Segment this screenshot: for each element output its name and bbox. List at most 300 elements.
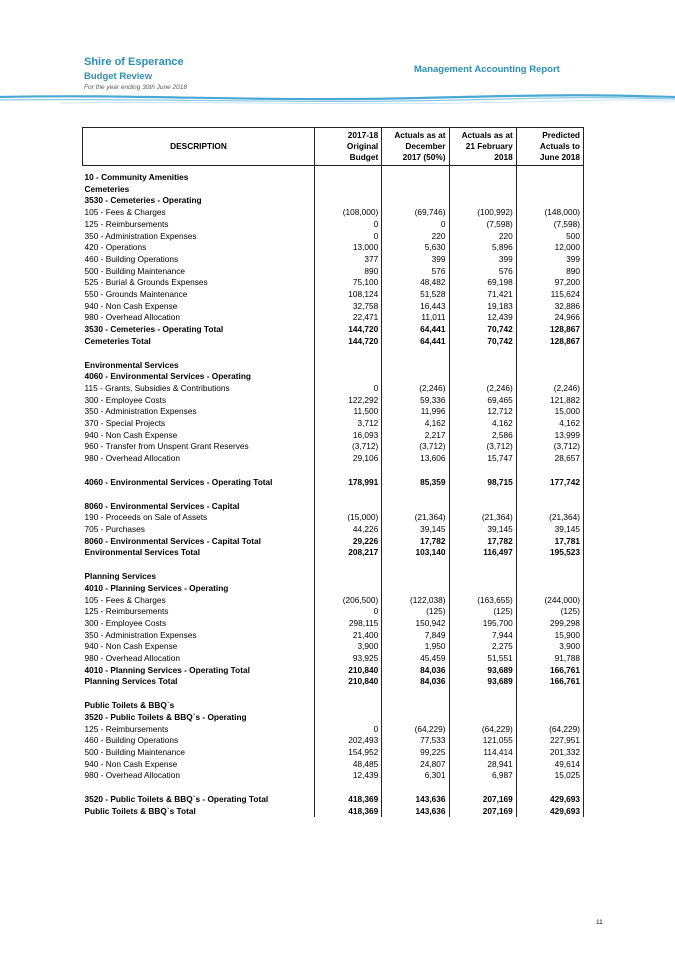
row-value bbox=[516, 465, 583, 477]
column-header-line: Original bbox=[346, 141, 379, 151]
row-value: (100,992) bbox=[449, 207, 516, 219]
row-description: Environmental Services Total bbox=[83, 547, 315, 559]
row-value: (64,229) bbox=[449, 724, 516, 736]
row-value: 15,025 bbox=[516, 770, 583, 782]
row-value bbox=[382, 489, 449, 501]
row-description: 350 - Administration Expenses bbox=[83, 406, 315, 418]
row-value: 429,693 bbox=[516, 794, 583, 806]
row-value: 210,840 bbox=[315, 676, 382, 688]
row-value: 12,712 bbox=[449, 406, 516, 418]
row-value bbox=[382, 360, 449, 372]
row-value bbox=[315, 571, 382, 583]
row-value: (21,364) bbox=[449, 512, 516, 524]
row-value: 418,369 bbox=[315, 806, 382, 818]
row-value: (206,500) bbox=[315, 595, 382, 607]
row-value bbox=[382, 700, 449, 712]
row-value bbox=[315, 371, 382, 383]
row-value: 207,169 bbox=[449, 806, 516, 818]
row-value: 84,036 bbox=[382, 665, 449, 677]
row-value: 7,944 bbox=[449, 630, 516, 642]
row-value: 24,807 bbox=[382, 759, 449, 771]
row-value: 195,700 bbox=[449, 618, 516, 630]
row-value: (7,598) bbox=[516, 219, 583, 231]
row-value: 150,942 bbox=[382, 618, 449, 630]
row-description: Cemeteries Total bbox=[83, 336, 315, 348]
row-description: 125 - Reimbursements bbox=[83, 724, 315, 736]
table-row-spacer bbox=[83, 465, 584, 477]
row-value: 576 bbox=[449, 266, 516, 278]
row-description: 105 - Fees & Charges bbox=[83, 207, 315, 219]
row-value bbox=[315, 172, 382, 184]
table-row-spacer bbox=[83, 559, 584, 571]
table-row bbox=[83, 418, 584, 430]
table-row-spacer bbox=[83, 489, 584, 501]
page-number: 11 bbox=[596, 919, 603, 926]
row-description: 940 - Non Cash Expense bbox=[83, 301, 315, 313]
row-value: 2,586 bbox=[449, 430, 516, 442]
row-description: 350 - Administration Expenses bbox=[83, 630, 315, 642]
row-value bbox=[449, 360, 516, 372]
row-description: 3530 - Cemeteries - Operating bbox=[83, 195, 315, 207]
budget-table bbox=[82, 127, 584, 817]
row-value bbox=[449, 348, 516, 360]
column-header-line: Actuals as at bbox=[461, 130, 513, 140]
row-value: 15,900 bbox=[516, 630, 583, 642]
row-value: 17,782 bbox=[382, 536, 449, 548]
row-value: 3,712 bbox=[315, 418, 382, 430]
column-header-line: 2017-18 bbox=[347, 130, 379, 140]
row-description: Cemeteries bbox=[83, 184, 315, 196]
row-value: 29,106 bbox=[315, 453, 382, 465]
row-value: 108,124 bbox=[315, 289, 382, 301]
row-value: 11,500 bbox=[315, 406, 382, 418]
row-value: 28,941 bbox=[449, 759, 516, 771]
table-row-heading bbox=[83, 371, 584, 383]
row-value: 227,951 bbox=[516, 735, 583, 747]
row-value: 201,332 bbox=[516, 747, 583, 759]
column-header-line: Budget bbox=[349, 152, 379, 162]
row-value: 399 bbox=[516, 254, 583, 266]
table-row bbox=[83, 277, 584, 289]
row-value: 29,226 bbox=[315, 536, 382, 548]
row-value: 220 bbox=[449, 231, 516, 243]
row-value: 51,528 bbox=[382, 289, 449, 301]
row-value bbox=[516, 172, 583, 184]
row-value bbox=[449, 172, 516, 184]
row-description: 300 - Employee Costs bbox=[83, 618, 315, 630]
row-value bbox=[516, 782, 583, 794]
row-description bbox=[83, 489, 315, 501]
row-value: (122,038) bbox=[382, 595, 449, 607]
table-row-spacer bbox=[83, 688, 584, 700]
row-description: 980 - Overhead Allocation bbox=[83, 453, 315, 465]
row-value: (64,229) bbox=[516, 724, 583, 736]
row-value: 12,439 bbox=[449, 312, 516, 324]
table-row bbox=[83, 606, 584, 618]
row-value bbox=[315, 184, 382, 196]
row-value: 69,465 bbox=[449, 395, 516, 407]
row-description: 4060 - Environmental Services - Operating bbox=[83, 371, 315, 383]
row-value: 97,200 bbox=[516, 277, 583, 289]
row-value bbox=[382, 172, 449, 184]
table-row-heading bbox=[83, 536, 584, 548]
row-value: 115,624 bbox=[516, 289, 583, 301]
row-value bbox=[449, 700, 516, 712]
row-value bbox=[516, 571, 583, 583]
row-value: 22,471 bbox=[315, 312, 382, 324]
row-value: 17,782 bbox=[449, 536, 516, 548]
table-row-heading bbox=[83, 336, 584, 348]
row-description: 115 - Grants, Subsidies & Contributions bbox=[83, 383, 315, 395]
row-value: 103,140 bbox=[382, 547, 449, 559]
row-value bbox=[382, 782, 449, 794]
row-description bbox=[83, 559, 315, 571]
row-value: 121,882 bbox=[516, 395, 583, 407]
table-row bbox=[83, 653, 584, 665]
table-row-heading bbox=[83, 712, 584, 724]
row-value bbox=[449, 712, 516, 724]
table-row-heading bbox=[83, 477, 584, 489]
row-value: 114,414 bbox=[449, 747, 516, 759]
organisation-name: Shire of Esperance bbox=[84, 56, 184, 68]
column-header-line: 2017 (50%) bbox=[402, 152, 446, 162]
row-value: 0 bbox=[315, 606, 382, 618]
table-row bbox=[83, 618, 584, 630]
table-row-heading bbox=[83, 184, 584, 196]
row-value: 195,523 bbox=[516, 547, 583, 559]
table-row-heading bbox=[83, 700, 584, 712]
row-value: 6,301 bbox=[382, 770, 449, 782]
row-value: 299,298 bbox=[516, 618, 583, 630]
row-description: 10 - Community Amenities bbox=[83, 172, 315, 184]
row-value bbox=[449, 195, 516, 207]
row-description: 3520 - Public Toilets & BBQ`s - Operating bbox=[83, 712, 315, 724]
row-value: 15,000 bbox=[516, 406, 583, 418]
row-value: 70,742 bbox=[449, 324, 516, 336]
table-row bbox=[83, 735, 584, 747]
row-value: 48,482 bbox=[382, 277, 449, 289]
row-value: 93,925 bbox=[315, 653, 382, 665]
row-value: 70,742 bbox=[449, 336, 516, 348]
row-description: 125 - Reimbursements bbox=[83, 606, 315, 618]
row-description: 8060 - Environmental Services - Capital Total bbox=[83, 536, 315, 548]
row-value: 122,292 bbox=[315, 395, 382, 407]
row-value: 45,459 bbox=[382, 653, 449, 665]
table-row-heading bbox=[83, 571, 584, 583]
table-row bbox=[83, 430, 584, 442]
column-header-line: Predicted bbox=[542, 130, 580, 140]
table-row bbox=[83, 231, 584, 243]
row-value: 4,162 bbox=[449, 418, 516, 430]
row-value bbox=[516, 360, 583, 372]
column-header-1 bbox=[315, 128, 382, 166]
row-value: (7,598) bbox=[449, 219, 516, 231]
row-value bbox=[449, 465, 516, 477]
row-value: 207,169 bbox=[449, 794, 516, 806]
table-row bbox=[83, 207, 584, 219]
row-value: 377 bbox=[315, 254, 382, 266]
row-value bbox=[516, 489, 583, 501]
table-row bbox=[83, 406, 584, 418]
row-value: 98,715 bbox=[449, 477, 516, 489]
column-header-line: Actuals to bbox=[539, 141, 580, 151]
row-value: 32,758 bbox=[315, 301, 382, 313]
table-row bbox=[83, 242, 584, 254]
row-value bbox=[449, 571, 516, 583]
row-value bbox=[516, 559, 583, 571]
column-header-description bbox=[83, 128, 315, 166]
row-description: 980 - Overhead Allocation bbox=[83, 312, 315, 324]
row-value bbox=[315, 360, 382, 372]
table-row bbox=[83, 524, 584, 536]
row-value: 0 bbox=[315, 219, 382, 231]
row-description: 980 - Overhead Allocation bbox=[83, 770, 315, 782]
row-value: (2,246) bbox=[516, 383, 583, 395]
row-value: (125) bbox=[516, 606, 583, 618]
row-description: 500 - Building Maintenance bbox=[83, 747, 315, 759]
table-row bbox=[83, 641, 584, 653]
report-title: Management Accounting Report bbox=[414, 64, 560, 75]
row-description: 980 - Overhead Allocation bbox=[83, 653, 315, 665]
row-value bbox=[382, 465, 449, 477]
table-row-heading bbox=[83, 583, 584, 595]
table-row-heading bbox=[83, 794, 584, 806]
row-value: 5,896 bbox=[449, 242, 516, 254]
row-value: 93,689 bbox=[449, 676, 516, 688]
row-value: 75,100 bbox=[315, 277, 382, 289]
row-value bbox=[449, 371, 516, 383]
report-subtitle: Budget Review bbox=[84, 71, 153, 82]
row-value: 6,987 bbox=[449, 770, 516, 782]
row-value: 12,439 bbox=[315, 770, 382, 782]
row-description: 350 - Administration Expenses bbox=[83, 231, 315, 243]
column-header-2 bbox=[382, 128, 449, 166]
row-value: 84,036 bbox=[382, 676, 449, 688]
row-value bbox=[315, 465, 382, 477]
row-value bbox=[315, 559, 382, 571]
row-value: 12,000 bbox=[516, 242, 583, 254]
row-value bbox=[516, 501, 583, 513]
row-value: (64,229) bbox=[382, 724, 449, 736]
row-value: 500 bbox=[516, 231, 583, 243]
row-description bbox=[83, 688, 315, 700]
table-row bbox=[83, 512, 584, 524]
row-value: 13,606 bbox=[382, 453, 449, 465]
row-value: 4,162 bbox=[516, 418, 583, 430]
row-value bbox=[315, 348, 382, 360]
row-value: 44,226 bbox=[315, 524, 382, 536]
row-value: 121,055 bbox=[449, 735, 516, 747]
row-value bbox=[382, 583, 449, 595]
row-value: 7,849 bbox=[382, 630, 449, 642]
header-wave-decoration bbox=[0, 88, 675, 110]
row-value: 48,485 bbox=[315, 759, 382, 771]
table-row bbox=[83, 219, 584, 231]
row-value: 576 bbox=[382, 266, 449, 278]
table-row bbox=[83, 441, 584, 453]
column-header-line: June 2018 bbox=[539, 152, 580, 162]
row-value bbox=[315, 712, 382, 724]
row-value: 1,950 bbox=[382, 641, 449, 653]
row-value: 202,493 bbox=[315, 735, 382, 747]
table-row-spacer bbox=[83, 348, 584, 360]
row-value: 116,497 bbox=[449, 547, 516, 559]
row-value bbox=[449, 489, 516, 501]
row-value: 399 bbox=[449, 254, 516, 266]
row-value: 166,761 bbox=[516, 665, 583, 677]
column-header-line: 2018 bbox=[494, 152, 513, 162]
table-row-heading bbox=[83, 547, 584, 559]
row-description: 4060 - Environmental Services - Operating Total bbox=[83, 477, 315, 489]
table-row bbox=[83, 759, 584, 771]
table-row bbox=[83, 254, 584, 266]
row-value bbox=[382, 501, 449, 513]
row-value bbox=[516, 371, 583, 383]
table-row bbox=[83, 289, 584, 301]
row-value: 13,999 bbox=[516, 430, 583, 442]
row-value bbox=[516, 712, 583, 724]
row-value: 298,115 bbox=[315, 618, 382, 630]
column-header-line: December bbox=[405, 141, 446, 151]
row-value: 99,225 bbox=[382, 747, 449, 759]
row-value bbox=[449, 501, 516, 513]
row-description: 960 - Transfer from Unspent Grant Reserves bbox=[83, 441, 315, 453]
row-value bbox=[516, 195, 583, 207]
table-row bbox=[83, 301, 584, 313]
row-description: 4010 - Planning Services - Operating Total bbox=[83, 665, 315, 677]
row-value: 0 bbox=[315, 231, 382, 243]
row-value bbox=[315, 700, 382, 712]
row-value: 64,441 bbox=[382, 336, 449, 348]
table-row-spacer bbox=[83, 782, 584, 794]
row-value: 15,747 bbox=[449, 453, 516, 465]
row-description: 940 - Non Cash Expense bbox=[83, 759, 315, 771]
row-value: 13,000 bbox=[315, 242, 382, 254]
row-value: 166,761 bbox=[516, 676, 583, 688]
row-description: 370 - Special Projects bbox=[83, 418, 315, 430]
row-value: 17,781 bbox=[516, 536, 583, 548]
row-description bbox=[83, 782, 315, 794]
row-value bbox=[315, 583, 382, 595]
row-value: 59,336 bbox=[382, 395, 449, 407]
row-description: 3520 - Public Toilets & BBQ`s - Operating Total bbox=[83, 794, 315, 806]
row-value: 71,421 bbox=[449, 289, 516, 301]
row-value: 0 bbox=[315, 724, 382, 736]
row-value: 2,275 bbox=[449, 641, 516, 653]
row-value: 77,533 bbox=[382, 735, 449, 747]
table-row bbox=[83, 383, 584, 395]
row-value: 0 bbox=[315, 383, 382, 395]
row-value: 85,359 bbox=[382, 477, 449, 489]
row-value: 16,093 bbox=[315, 430, 382, 442]
row-value bbox=[449, 583, 516, 595]
row-value: 16,443 bbox=[382, 301, 449, 313]
row-description bbox=[83, 465, 315, 477]
row-value: (15,000) bbox=[315, 512, 382, 524]
table-row-heading bbox=[83, 501, 584, 513]
row-value bbox=[315, 501, 382, 513]
row-value: (2,246) bbox=[449, 383, 516, 395]
row-description: 420 - Operations bbox=[83, 242, 315, 254]
row-value: (163,655) bbox=[449, 595, 516, 607]
row-value: 143,636 bbox=[382, 806, 449, 818]
row-description: Environmental Services bbox=[83, 360, 315, 372]
row-value: 2,217 bbox=[382, 430, 449, 442]
row-value bbox=[382, 184, 449, 196]
row-value bbox=[382, 688, 449, 700]
column-header-4 bbox=[516, 128, 583, 166]
row-value: 3,900 bbox=[516, 641, 583, 653]
table-row bbox=[83, 724, 584, 736]
row-value: 11,996 bbox=[382, 406, 449, 418]
column-header-line: DESCRIPTION bbox=[170, 141, 227, 151]
row-value bbox=[449, 559, 516, 571]
row-description: Planning Services Total bbox=[83, 676, 315, 688]
table-row-heading bbox=[83, 360, 584, 372]
row-value: (3,712) bbox=[449, 441, 516, 453]
row-description: 125 - Reimbursements bbox=[83, 219, 315, 231]
column-header-line: 21 February bbox=[465, 141, 513, 151]
row-value: 91,788 bbox=[516, 653, 583, 665]
row-value: 39,145 bbox=[382, 524, 449, 536]
row-description: Public Toilets & BBQ`s Total bbox=[83, 806, 315, 818]
row-value bbox=[516, 700, 583, 712]
row-description: 705 - Purchases bbox=[83, 524, 315, 536]
table-row-heading bbox=[83, 195, 584, 207]
row-value: 128,867 bbox=[516, 336, 583, 348]
row-value: 64,441 bbox=[382, 324, 449, 336]
row-description: 460 - Building Operations bbox=[83, 254, 315, 266]
column-header-line: Actuals as at bbox=[394, 130, 446, 140]
row-value bbox=[516, 688, 583, 700]
row-value bbox=[449, 184, 516, 196]
table-row bbox=[83, 747, 584, 759]
row-description: 190 - Proceeds on Sale of Assets bbox=[83, 512, 315, 524]
row-value bbox=[382, 712, 449, 724]
row-description: Public Toilets & BBQ`s bbox=[83, 700, 315, 712]
table-row bbox=[83, 395, 584, 407]
row-value: 11,011 bbox=[382, 312, 449, 324]
row-value: (69,746) bbox=[382, 207, 449, 219]
table-row-heading bbox=[83, 172, 584, 184]
row-value bbox=[315, 782, 382, 794]
row-value bbox=[382, 371, 449, 383]
row-value: 128,867 bbox=[516, 324, 583, 336]
row-description: 3530 - Cemeteries - Operating Total bbox=[83, 324, 315, 336]
row-value: (125) bbox=[382, 606, 449, 618]
row-description: 460 - Building Operations bbox=[83, 735, 315, 747]
table-row bbox=[83, 595, 584, 607]
row-value bbox=[516, 583, 583, 595]
row-value bbox=[382, 195, 449, 207]
row-value: 51,551 bbox=[449, 653, 516, 665]
row-value: (108,000) bbox=[315, 207, 382, 219]
row-value: 890 bbox=[516, 266, 583, 278]
row-value: 154,952 bbox=[315, 747, 382, 759]
row-value: (244,000) bbox=[516, 595, 583, 607]
row-value: 399 bbox=[382, 254, 449, 266]
row-value: 0 bbox=[382, 219, 449, 231]
row-description: Planning Services bbox=[83, 571, 315, 583]
row-value: (3,712) bbox=[382, 441, 449, 453]
row-value: 4,162 bbox=[382, 418, 449, 430]
row-value bbox=[516, 184, 583, 196]
row-value bbox=[382, 571, 449, 583]
row-value bbox=[315, 489, 382, 501]
row-description: 8060 - Environmental Services - Capital bbox=[83, 501, 315, 513]
table-row bbox=[83, 630, 584, 642]
table-row bbox=[83, 266, 584, 278]
